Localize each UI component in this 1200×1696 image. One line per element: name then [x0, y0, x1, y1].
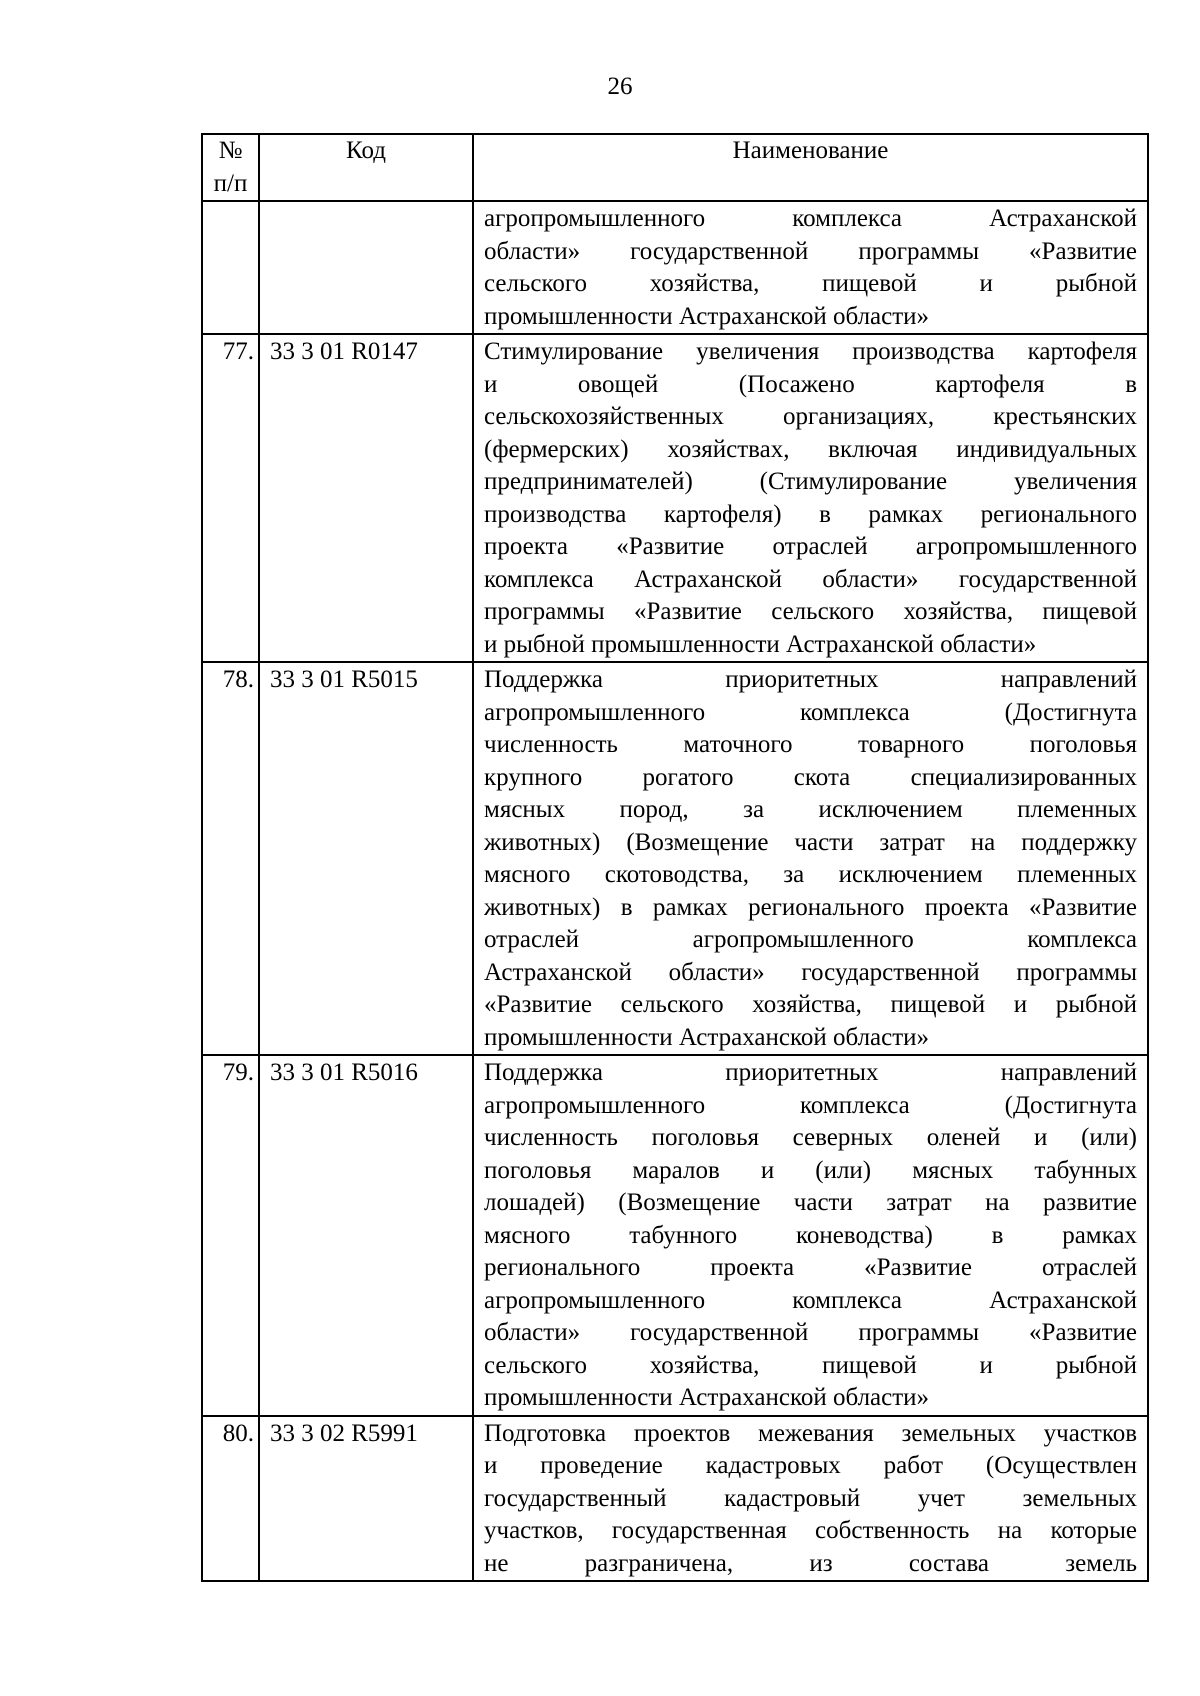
- header-name: Наименование: [473, 134, 1148, 201]
- name-text-line: комплекса Астраханской области» государственной: [484, 565, 1137, 593]
- row-name-cell: [473, 334, 1148, 662]
- name-text-line: Стимулирование увеличения производства картофеля: [484, 338, 1137, 365]
- row-number-cell: 80.: [202, 1416, 259, 1582]
- row-code-cell: 33 3 02 R5991: [259, 1416, 473, 1582]
- name-text-line: сельского хозяйства, пищевой и рыбной: [484, 270, 1137, 297]
- name-text-line: проекта «Развитие отраслей агропромышленного: [484, 533, 1137, 560]
- name-text-line: агропромышленного комплекса Астраханской: [484, 205, 1137, 232]
- name-text-line: лошадей) (Возмещение части затрат на развитие: [484, 1189, 1137, 1216]
- name-text-line: государственный кадастровый учет земельных: [484, 1484, 1137, 1512]
- header-number: [202, 134, 259, 201]
- name-text-line: промышленности Астраханской области»: [484, 1023, 930, 1051]
- name-text-line: программы «Развитие сельского хозяйства, пищевой: [484, 598, 1137, 625]
- name-text-line: Подготовка проектов межевания земельных участков: [484, 1419, 1137, 1447]
- name-text-line: животных) (Возмещение части затрат на поддержку: [484, 828, 1137, 856]
- table-row: [202, 334, 1148, 662]
- table-body: [202, 201, 1148, 1581]
- name-text-line: не разграничена, из состава земель: [484, 1549, 1137, 1577]
- row-number-cell: 77.: [202, 334, 259, 662]
- name-text-line: численность маточного товарного поголовья: [484, 731, 1137, 758]
- name-text-line: мясных пород, за исключением племенных: [484, 796, 1137, 823]
- name-text-line: мясного табунного коневодства) в рамках: [484, 1221, 1137, 1249]
- header-number-line1: №: [218, 137, 243, 164]
- row-code-cell: [259, 201, 473, 334]
- row-code-cell: 33 3 01 R5015: [259, 662, 473, 1055]
- name-text-line: животных) в рамках регионального проекта «Развитие: [484, 893, 1137, 921]
- table-row: [202, 1416, 1148, 1582]
- name-text-line: Поддержка приоритетных направлений: [484, 1059, 1137, 1086]
- row-code-cell: 33 3 01 R0147: [259, 334, 473, 662]
- name-text-line: области» государственной программы «Развитие: [484, 1319, 1137, 1346]
- name-text-line: мясного скотоводства, за исключением племенных: [484, 861, 1137, 888]
- table-row: [202, 201, 1148, 334]
- name-text-line: сельского хозяйства, пищевой и рыбной: [484, 1351, 1137, 1379]
- row-name-cell: [473, 662, 1148, 1055]
- row-name-cell: [473, 201, 1148, 334]
- name-text-line: «Развитие сельского хозяйства, пищевой и рыбной: [484, 991, 1137, 1018]
- name-text-line: Поддержка приоритетных направлений: [484, 666, 1137, 693]
- name-text-line: отраслей агропромышленного комплекса: [484, 926, 1137, 953]
- name-text-line: агропромышленного комплекса (Достигнута: [484, 1091, 1137, 1119]
- row-name-cell: [473, 1055, 1148, 1416]
- name-text-line: Астраханской области» государственной программы: [484, 958, 1137, 986]
- page-number: 26: [607, 73, 633, 100]
- name-text-line: сельскохозяйственных организациях, крестьянских: [484, 403, 1137, 430]
- name-text-line: (фермерских) хозяйствах, включая индивидуальных: [484, 435, 1137, 463]
- header-number-line2: п/п: [213, 169, 248, 197]
- name-text-line: производства картофеля) в рамках регионального: [484, 500, 1137, 528]
- name-text-line: и рыбной промышленности Астраханской области»: [484, 630, 1037, 658]
- name-text-line: агропромышленного комплекса Астраханской: [484, 1286, 1137, 1314]
- name-text-line: и проведение кадастровых работ (Осуществлен: [484, 1452, 1137, 1479]
- name-text-line: промышленности Астраханской области»: [484, 1384, 930, 1411]
- header-code: Код: [259, 134, 473, 201]
- table-row: [202, 1055, 1148, 1416]
- budget-code-table: [201, 133, 1149, 1582]
- row-number-cell: 79.: [202, 1055, 259, 1416]
- name-text-line: регионального проекта «Развитие отраслей: [484, 1254, 1137, 1281]
- table-row: [202, 662, 1148, 1055]
- name-text-line: и овощей (Посажено картофеля в: [484, 370, 1137, 398]
- row-number-cell: [202, 201, 259, 334]
- name-text-line: промышленности Астраханской области»: [484, 302, 930, 330]
- name-text-line: численность поголовья северных оленей и (или): [484, 1124, 1137, 1151]
- row-number-cell: 78.: [202, 662, 259, 1055]
- row-code-cell: 33 3 01 R5016: [259, 1055, 473, 1416]
- row-name-cell: [473, 1416, 1148, 1582]
- name-text-line: области» государственной программы «Развитие: [484, 237, 1137, 265]
- table-header: [202, 134, 1148, 201]
- name-text-line: крупного рогатого скота специализированных: [484, 763, 1137, 791]
- name-text-line: предпринимателей) (Стимулирование увеличения: [484, 468, 1137, 495]
- name-text-line: агропромышленного комплекса (Достигнута: [484, 698, 1137, 726]
- name-text-line: участков, государственная собственность на которые: [484, 1517, 1137, 1544]
- name-text-line: поголовья маралов и (или) мясных табунных: [484, 1156, 1137, 1184]
